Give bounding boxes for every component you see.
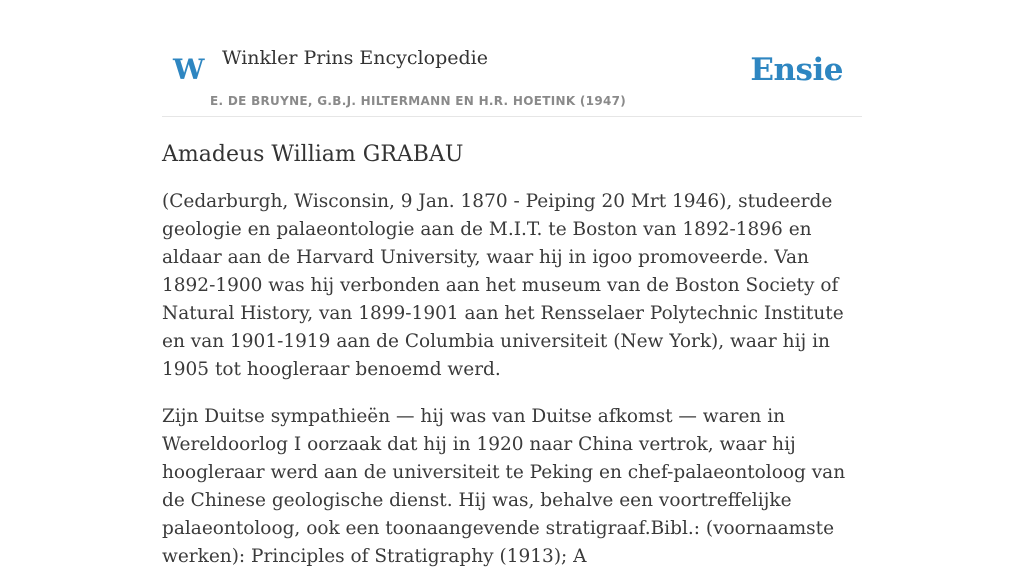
article-paragraph-1: (Cedarburgh, Wisconsin, 9 Jan. 1870 - Peiping 20 Mrt 1946), studeerde geologie en palaeontologie aan de M.I.T. te Boston van 1892-1896 en aldaar aan de Harvard University, waar hij in igoo promoveerde. Van 1892-1900 was hij verbonden aan het museum van de Boston Society of Natural History, van 1899-1901 aan het Rensselaer Polytechnic Institute en van 1901-1919 aan de Columbia universiteit (New York), waar hij in 1905 tot hoogleraar benoemd werd. — [162, 191, 844, 380]
site-title[interactable]: Winkler Prins Encyclopedie — [222, 47, 488, 69]
site-header — [162, 0, 862, 117]
ensie-logo[interactable]: Ensie — [750, 52, 843, 88]
logo-icon[interactable]: W — [173, 53, 205, 86]
authors-line: E. DE BRUYNE, G.B.J. HILTERMANN EN H.R. HOETINK (1947) — [210, 94, 627, 108]
article — [162, 138, 862, 571]
article-paragraph-2: Zijn Duitse sympathieën — hij was van Duitse afkomst — waren in Wereldoorlog I oorzaak dat hij in 1920 naar China vertrok, waar hij hoogleraar werd aan de universiteit te Peking en chef-palaeontoloog van de Chinese geologische dienst. Hij was, behalve een voortreffelijke palaeontoloog, ook een toonaangevende stratigraaf.Bibl.: (voornaamste werken): Principles of Stratigraphy (1913); A — [162, 406, 846, 567]
article-title: Amadeus William GRABAU — [162, 142, 464, 167]
